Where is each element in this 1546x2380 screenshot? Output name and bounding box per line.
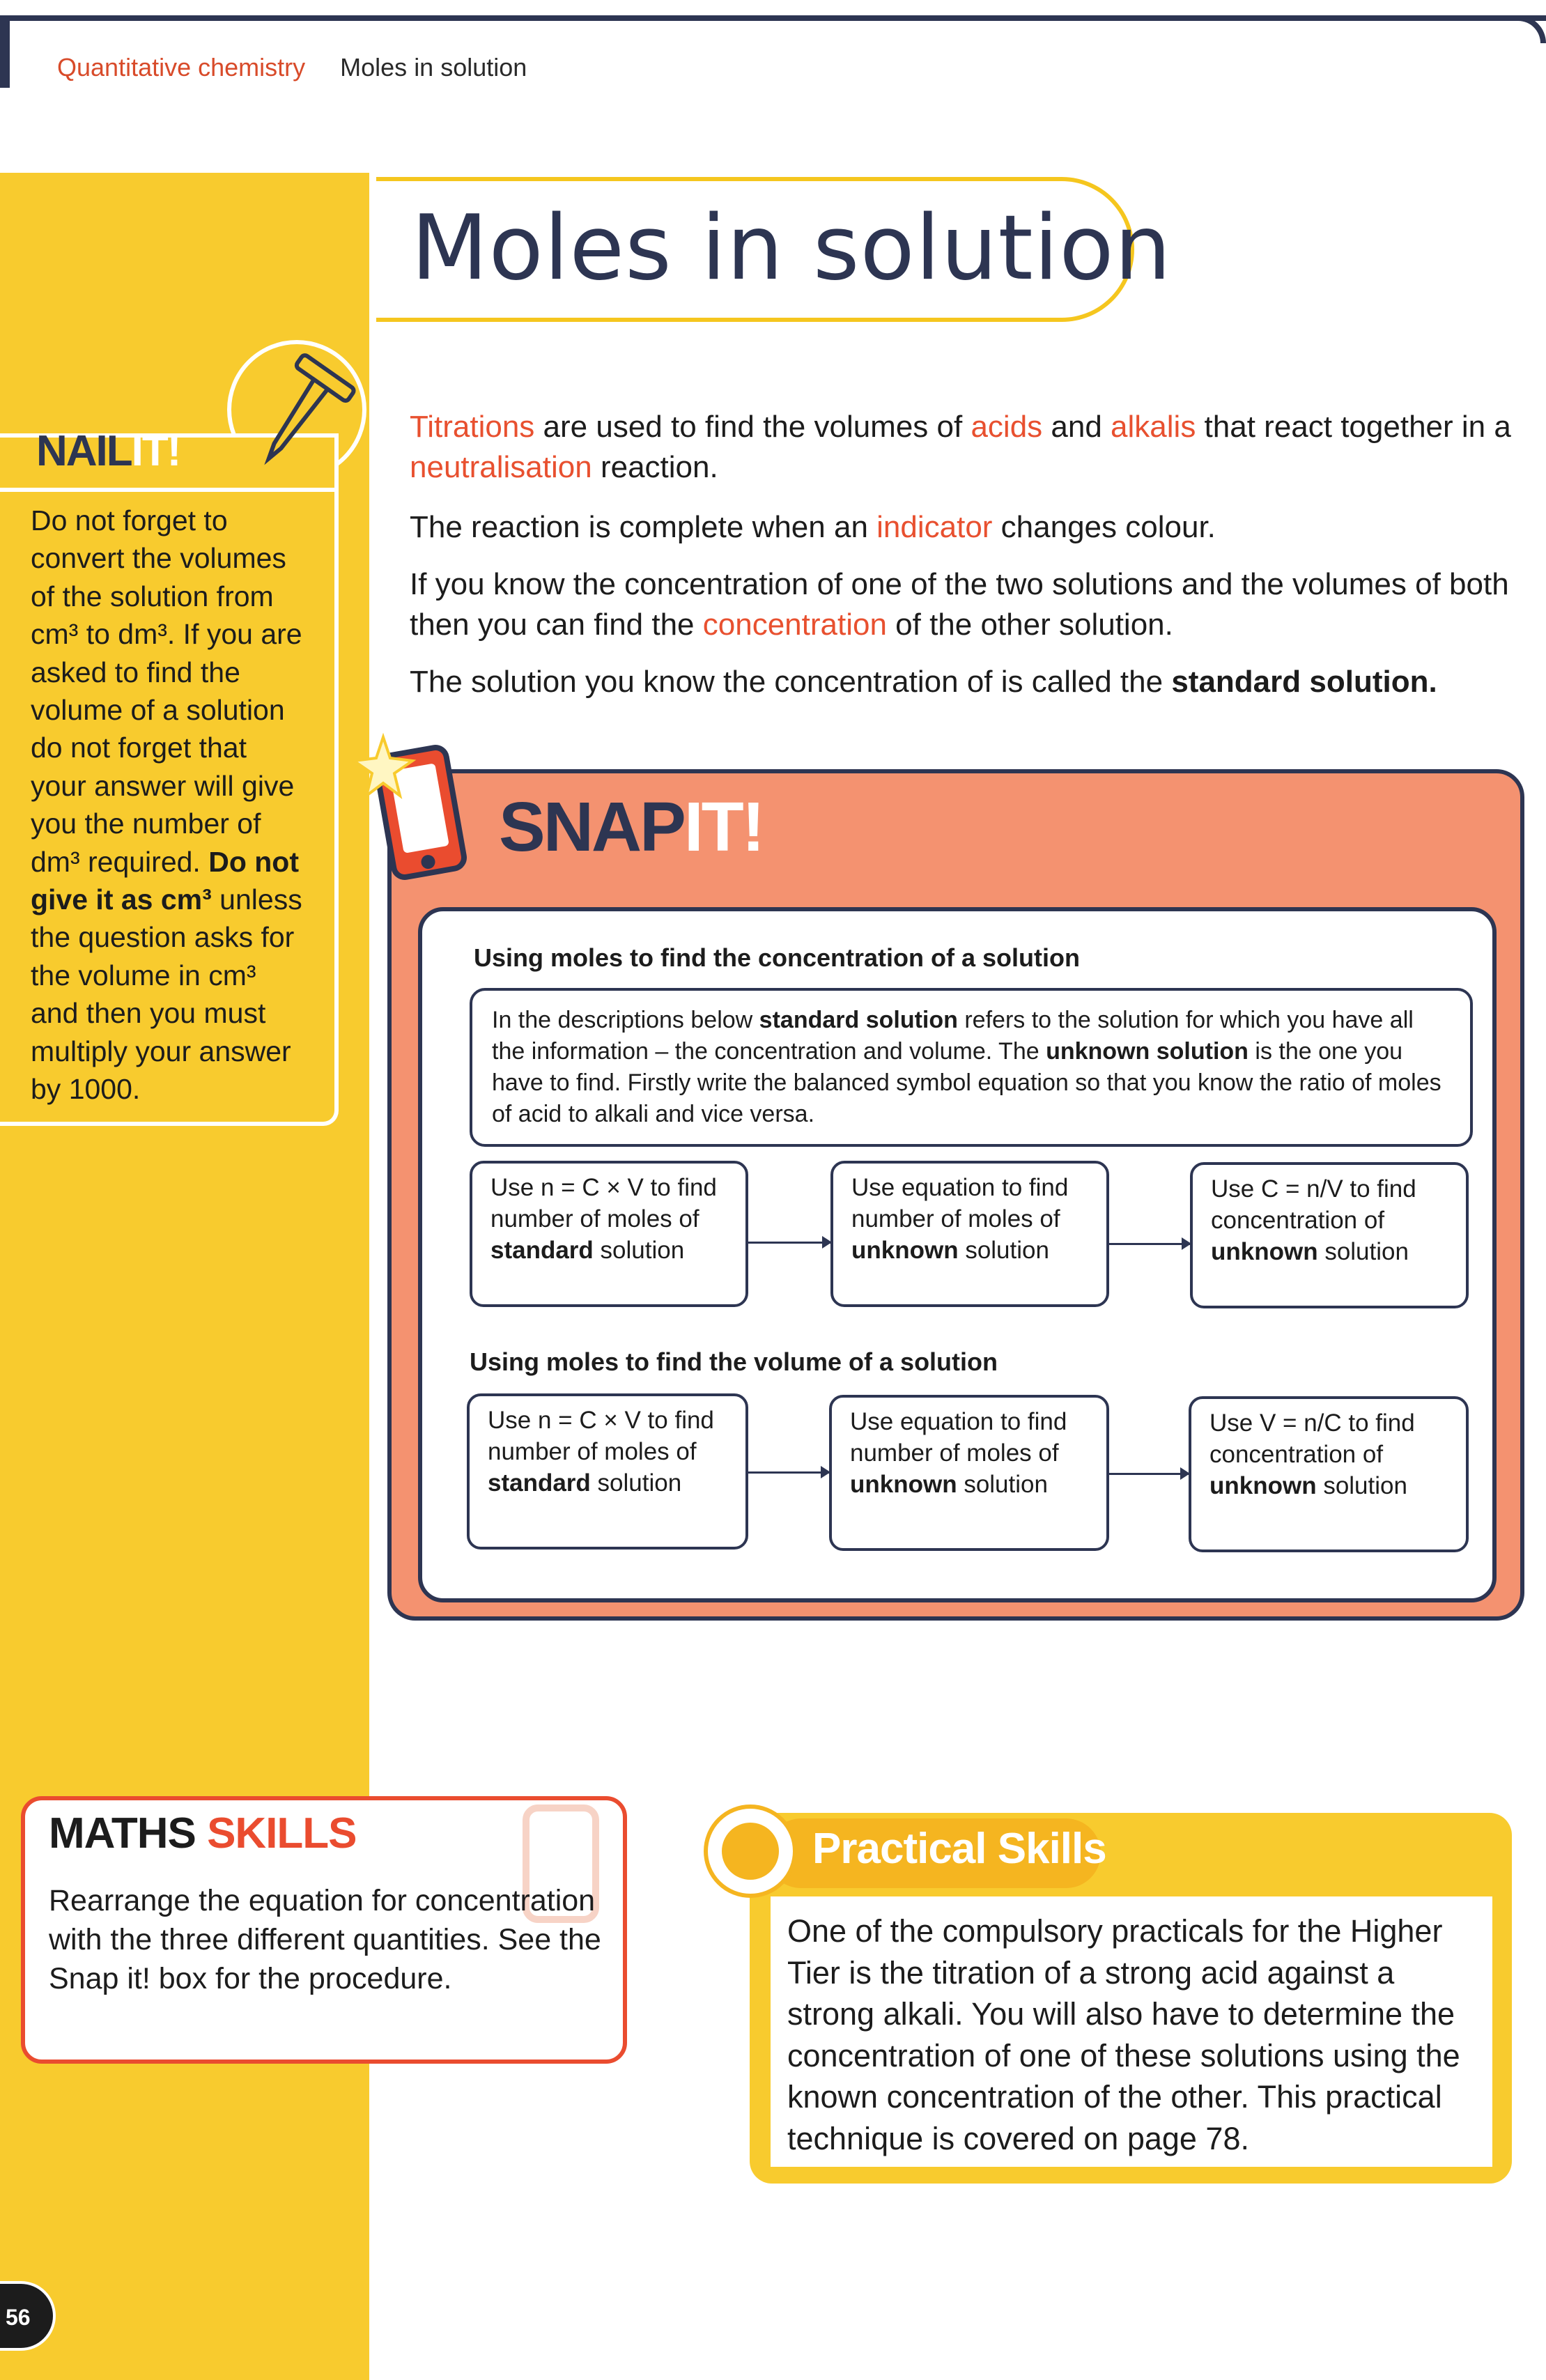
nail-it-text: Do not forget to convert the volumes of the solution from cm³ to dm³. If you are asked to find the volume of a solution do not forget that your answer will give you the number of dm³ required. Do not give it as cm³ unless the question asks for the volume in cm³ and then you must multiply your answer by 1000.: [31, 504, 302, 1106]
snap-heading-concentration: Using moles to find the concentration of a solution: [474, 943, 1081, 972]
snap-it-label-highlight: IT!: [683, 788, 764, 866]
snap-description-box: In the descriptions below standard solution refers to the solution for which you have all the information – the concentration and volume. The unknown solution is the one you have to find. Firstly write the balanced symbol equation so that you know the ratio of moles of acid to alkali and vice versa.: [470, 988, 1473, 1147]
arrow-right-icon: [748, 1471, 829, 1474]
maths-skills-title: MATHS SKILLS: [49, 1809, 357, 1857]
sparkle-icon: [348, 732, 418, 801]
header-rule-left: [0, 15, 10, 88]
snap-it-label: SNAP: [499, 788, 684, 866]
step-box: Use equation to find number of moles of unknown solution: [830, 1161, 1109, 1307]
nail-it-label-highlight: IT!: [131, 427, 180, 475]
nail-icon: [237, 348, 362, 481]
breadcrumb-section: Quantitative chemistry: [57, 53, 306, 82]
practical-skills-title: Practical Skills: [812, 1825, 1106, 1873]
step-box: Use n = C × V to find number of moles of standard solution: [470, 1161, 748, 1307]
page-title: Moles in solution: [411, 196, 1172, 300]
nail-it-label: NAIL: [36, 427, 132, 475]
intro-paragraph-1: Titrations are used to find the volumes of acids and alkalis that react together in a neutralisation reaction.: [410, 410, 1511, 484]
step-box: Use n = C × V to find number of moles of standard solution: [467, 1393, 748, 1550]
nail-it-divider: [0, 488, 339, 492]
step-box: Use V = n/C to find concentration of unknown solution: [1189, 1396, 1469, 1552]
page-number: 56: [6, 2305, 31, 2330]
maths-skills-text: Rearrange the equation for concentration with the three different quantities. See the Snap it! box for the procedure.: [49, 1884, 601, 1995]
practical-skills-icon-inner: [722, 1823, 779, 1880]
intro-paragraph-3: If you know the concentration of one of the two solutions and the volumes of both then you can find the concentration of the other solution.: [410, 567, 1509, 642]
step-box: Use C = n/V to find concentration of unknown solution: [1190, 1162, 1469, 1308]
intro-paragraph-4: The solution you know the concentration of is called the standard solution.: [410, 665, 1437, 699]
arrow-right-icon: [748, 1242, 830, 1244]
nail-it-title: [36, 426, 180, 476]
step-box: Use equation to find number of moles of unknown solution: [829, 1395, 1109, 1551]
snap-it-title: [499, 787, 763, 867]
breadcrumb: [57, 53, 527, 82]
header-rule: [0, 15, 1546, 21]
breadcrumb-page: Moles in solution: [340, 53, 527, 82]
snap-heading-volume: Using moles to find the volume of a solution: [470, 1347, 998, 1376]
practical-skills-text: One of the compulsory practicals for the Higher Tier is the titration of a strong acid against a strong alkali. You will also have to determine the concentration of one of these solutions using the known concentration of the other. This practical technique is covered on page 78.: [787, 1913, 1460, 2156]
arrow-right-icon: [1109, 1473, 1189, 1475]
arrow-right-icon: [1109, 1243, 1190, 1245]
intro-paragraph-2: The reaction is complete when an indicator changes colour.: [410, 510, 1216, 544]
